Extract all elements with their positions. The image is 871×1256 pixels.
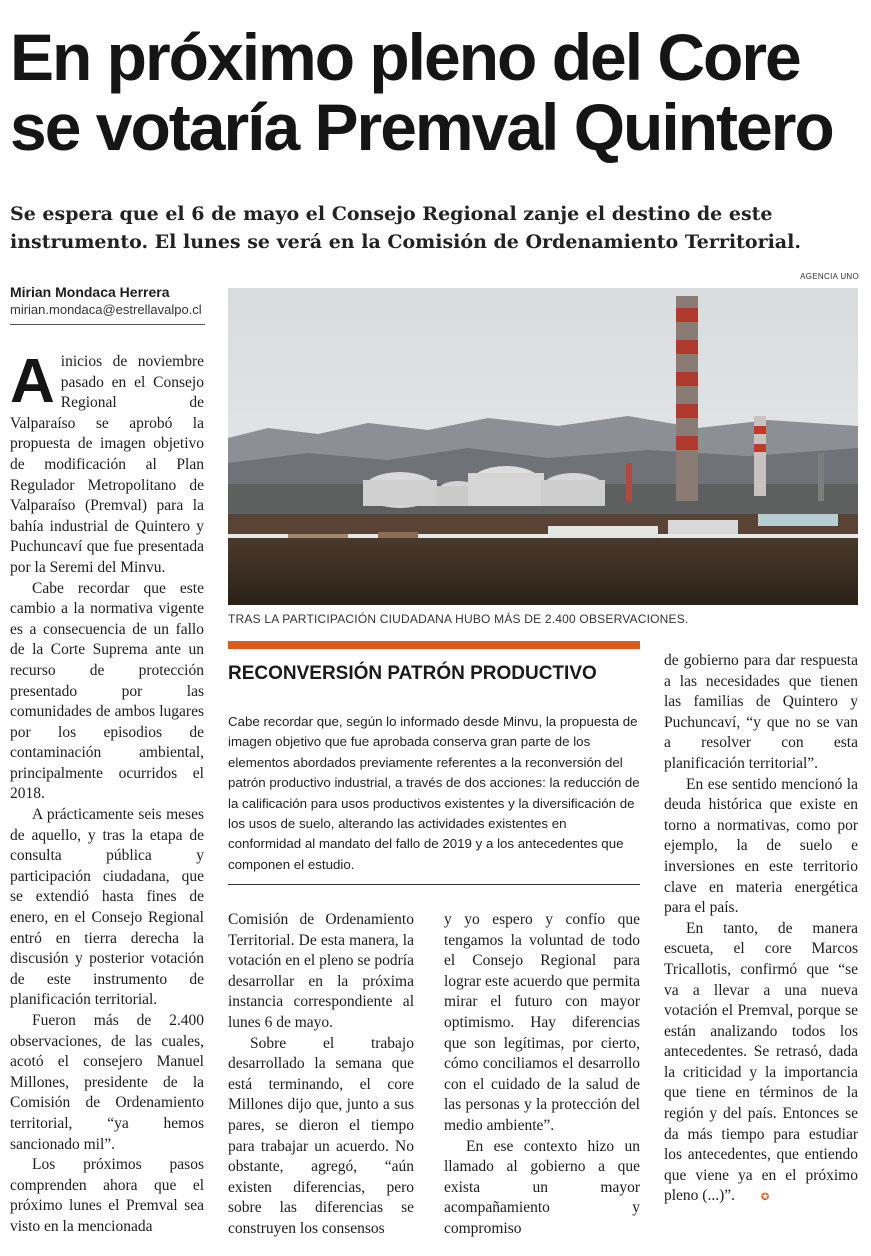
headline: En próximo pleno del Core se votaría Premval Quintero [10,20,833,164]
sidebar-title: RECONVERSIÓN PATRÓN PRODUCTIVO [228,663,597,684]
paragraph: En ese sentido mencionó la deuda histórica que existe en torno a normativas, como por ejemplo, la de suelo e inversiones en este territorio clave en materia energética para el país. [664,775,858,917]
paragraph [664,919,858,1209]
sidebar-divider [228,884,640,885]
article-column-1 [10,347,204,1238]
byline-divider [10,324,205,325]
paragraph [10,347,204,579]
article-column-3 [444,910,640,1240]
byline-email: mirian.mondaca@estrellavalpo.cl [10,302,202,317]
article-column-2 [228,910,414,1240]
sidebar-text: Cabe recordar que, según lo informado desde Minvu, la propuesta de imagen objetivo que fue aprobada conserva gran parte de los elementos abordados previamente referentes a la reconversión del patrón productivo industrial, a través de dos acciones: la reducción de la calificación para usos productivos existentes y la diversificación de los usos de suelo, alterando las actividades existentes en conformidad al mandato del fallo de 2019 y a los antecedentes que componen el estudio. [228,714,640,872]
photo-caption: TRAS LA PARTICIPACIÓN CIUDADANA HUBO MÁS DE 2.400 OBSERVACIONES. [228,612,689,626]
sidebar-accent-bar [228,641,640,649]
paragraph: En ese contexto hizo un llamado al gobierno a que exista un mayor acompañamiento y compromiso [444,1137,640,1237]
drop-cap: A [10,347,55,416]
paragraph: Comisión de Ordenamiento Territorial. De esta manera, la votación en el pleno se podría desarrollar en la próxima instancia correspondiente al lunes 6 de mayo. [228,911,414,1031]
paragraph: Fueron más de 2.400 observaciones, de las cuales, acotó el consejero Manuel Millones, presidente de la Comisión de Ordenamiento territorial, “ya hemos sancionado mil”. [10,1012,204,1153]
paragraph: Sobre el trabajo desarrollado la semana que está terminando, el core Millones dijo que, junto a sus pares, se dieron el tiempo para trabajar un acuerdo. No obstante, agregó, “aún existen diferencias, pero sobre las diferencias se construyen los consensos [228,1034,414,1237]
photo-credit: AGENCIA UNO [800,272,859,281]
paragraph-text: En tanto, de manera escueta, el core Marcos Tricallotis, confirmó que “se va a llevar a una nueva votación el Premval, porque se están analizando todos los antecedentes. Se retrasó, dada la criticidad y la importancia que tiene en términos de la región y del país. Entonces se da más tiempo para estudiar los antecedentes, que entiendo que viene ya en el próximo pleno (...)”. [664,919,858,1205]
paragraph: de gobierno para dar respuesta a las necesidades que tienen las familias de Quintero y Puchuncaví, “y que no se van a resolver con esta planificación territorial”. [664,652,858,772]
article-photo [228,288,858,605]
byline-author: Mirian Mondaca Herrera [10,284,170,300]
paragraph: A prácticamente seis meses de aquello, y tras la etapa de consulta pública y participación ciudadana, que se extendió hasta fines de enero, en el Consejo Regional entró en tierra derecha la discusión y posterior votación de este instrumento de planificación territorial. [10,806,204,1009]
end-mark-icon: ✪ [760,1192,770,1204]
paragraph: Cabe recordar que este cambio a la normativa vigente es a consecuencia de un fallo de la Corte Suprema ante un recurso de protección presentado por las comunidades de ambos lugares por los episodios de contaminación ambiental, principalmente ocurridos el 2018. [10,579,204,803]
article-column-4 [664,651,858,1209]
paragraph-text: inicios de noviembre pasado en el Consejo Regional de Valparaíso se aprobó la propuesta de imagen objetivo de modificación al Plan Regulador Metropolitano de Valparaíso (Premval) para la bahía industrial de Quintero y Puchuncaví que fue presentada por la Seremi del Minvu. [10,353,204,576]
paragraph: Los próximos pasos comprenden ahora que el próximo lunes el Premval sea visto en la mencionada [10,1156,204,1235]
subheadline: Se espera que el 6 de mayo el Consejo Regional zanje el destino de este instrumento. El lunes se verá en la Comisión de Ordenamiento Territorial. [10,203,801,253]
paragraph: y yo espero y confío que tengamos la voluntad de todo el Consejo Regional para lograr este acuerdo que permita mirar el futuro con mayor optimismo. Hay diferencias que son legítimas, por cierto, cómo conciliamos el desarrollo con el cuidado de la salud de las personas y la protección del medio ambiente”. [444,911,640,1134]
